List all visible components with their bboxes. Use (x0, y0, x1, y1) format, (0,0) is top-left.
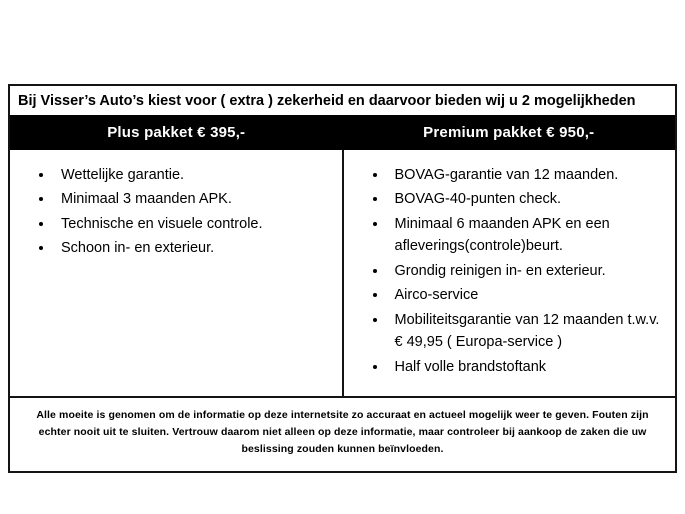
package-contents (10, 150, 675, 396)
premium-package-column (342, 150, 676, 396)
feature-item: • Schoon in- en exterieur. (54, 237, 332, 259)
feature-item: • Half volle brandstoftank (388, 356, 666, 378)
feature-item: • Technische en visuele controle. (54, 213, 332, 235)
feature-item: • Minimaal 6 maanden APK en een afleverings(controle)beurt. (388, 213, 666, 258)
plus-package-header: Plus pakket € 395,- (107, 124, 246, 141)
table-title: Bij Visser’s Auto’s kiest voor ( extra ) zekerheid en daarvoor bieden wij u 2 mogelijkheden (18, 93, 636, 109)
plus-package-feature-list (22, 164, 332, 260)
feature-item: • BOVAG-40-punten check. (388, 188, 666, 210)
feature-item: • Minimaal 3 maanden APK. (54, 188, 332, 210)
feature-item: • Airco-service (388, 284, 666, 306)
warranty-comparison-table (8, 84, 677, 473)
disclaimer-text: Alle moeite is genomen om de informatie op deze internetsite zo accuraat en actueel mogelijk weer te geven. Fouten zijn echter nooit uit te sluiten. Vertrouw daarom niet alleen op deze informatie, maar controleer bij aankoop de zaken die uw beslissing zouden kunnen beïnvloeden. (10, 396, 675, 470)
premium-package-feature-list (356, 164, 666, 378)
feature-item: • Mobiliteitsgarantie van 12 maanden t.w.v. € 49,95 ( Europa-service ) (388, 309, 666, 354)
plus-package-column (10, 150, 342, 396)
package-header-bar (10, 115, 675, 150)
feature-item: • Grondig reinigen in- en exterieur. (388, 260, 666, 282)
premium-package-header: Premium pakket € 950,- (423, 124, 595, 141)
feature-item: • Wettelijke garantie. (54, 164, 332, 186)
feature-item: • BOVAG-garantie van 12 maanden. (388, 164, 666, 186)
